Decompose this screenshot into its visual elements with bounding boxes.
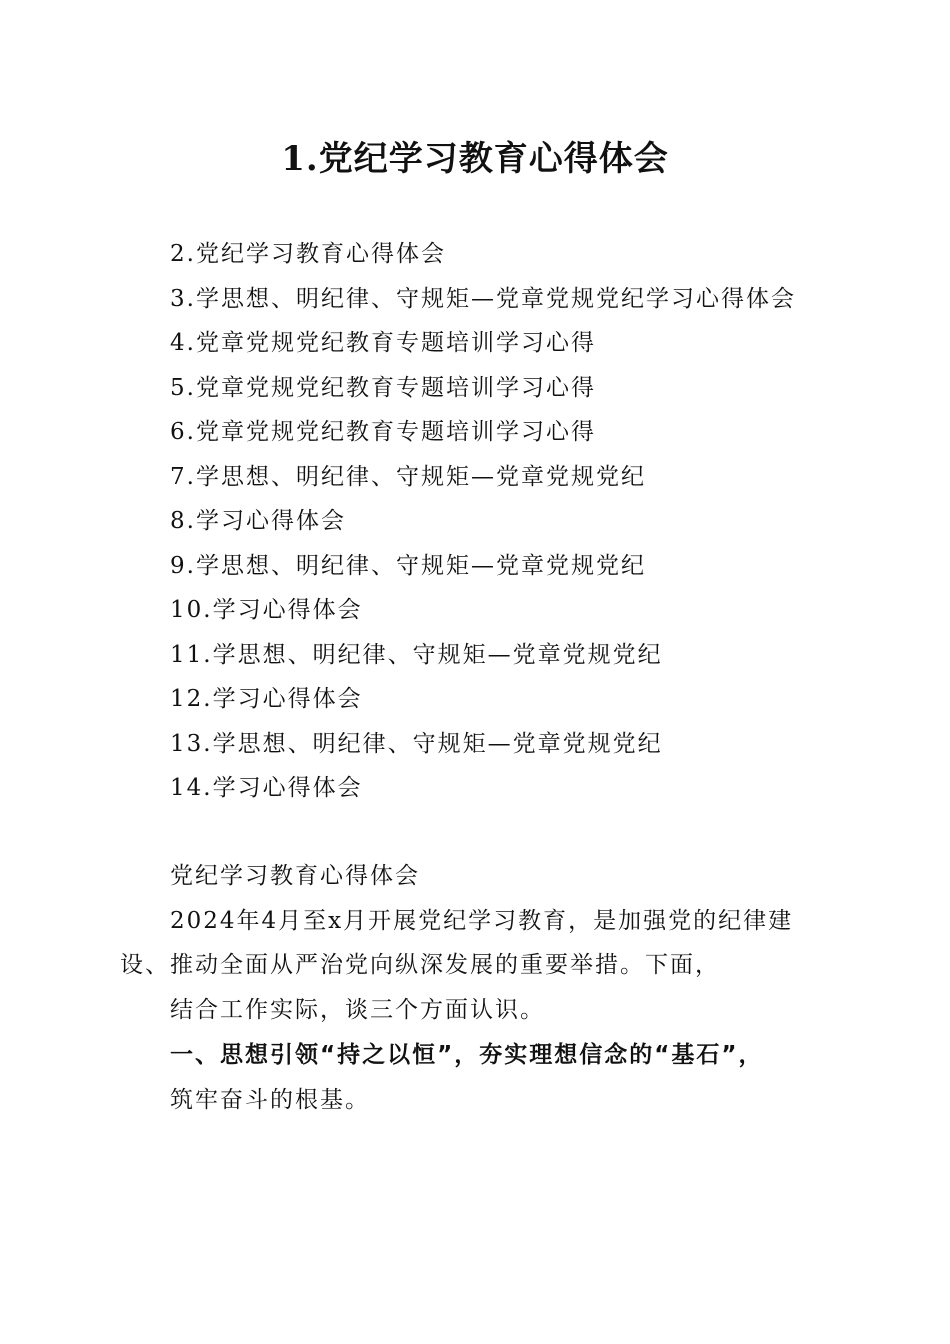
toc-item: 11.学思想、明纪律、守规矩—党章党规党纪 bbox=[170, 641, 663, 668]
toc-item: 3.学思想、明纪律、守规矩—党章党规党纪学习心得体会 bbox=[170, 285, 796, 312]
toc-item: 7.学思想、明纪律、守规矩—党章党规党纪 bbox=[170, 463, 646, 490]
toc-item: 2.党纪学习教育心得体会 bbox=[170, 241, 446, 267]
toc-item: 5.党章党规党纪教育专题培训学习心得 bbox=[170, 374, 596, 401]
document-body bbox=[120, 854, 832, 1123]
toc-item: 9.学思想、明纪律、守规矩—党章党规党纪 bbox=[170, 552, 646, 579]
toc-item: 14.学习心得体会 bbox=[170, 775, 363, 801]
document-title: 1.党纪学习教育心得体会 bbox=[281, 139, 669, 179]
body-subtitle: 党纪学习教育心得体会 bbox=[170, 863, 420, 889]
toc-item: 10.学习心得体会 bbox=[170, 597, 363, 623]
section-heading: 一、思想引领“持之以恒”，夯实理想信念的“基石”， bbox=[170, 1042, 764, 1068]
intro-continuation: 结合工作实际，谈三个方面认识。 bbox=[170, 996, 545, 1023]
toc-item: 13.学思想、明纪律、守规矩—党章党规党纪 bbox=[170, 730, 663, 757]
toc-item: 4.党章党规党纪教育专题培训学习心得 bbox=[170, 330, 596, 356]
toc-item: 12.学习心得体会 bbox=[170, 686, 363, 712]
section-continuation: 筑牢奋斗的根基。 bbox=[170, 1087, 370, 1113]
intro-paragraph: 2024年4月至x月开展党纪学习教育，是加强党的纪律建设、推动全面从严治党向纵深发展的重要举措。下面， bbox=[120, 907, 794, 978]
toc-item: 6.党章党规党纪教育专题培训学习心得 bbox=[170, 419, 596, 445]
table-of-contents bbox=[170, 232, 810, 811]
toc-item: 8.学习心得体会 bbox=[170, 508, 346, 534]
